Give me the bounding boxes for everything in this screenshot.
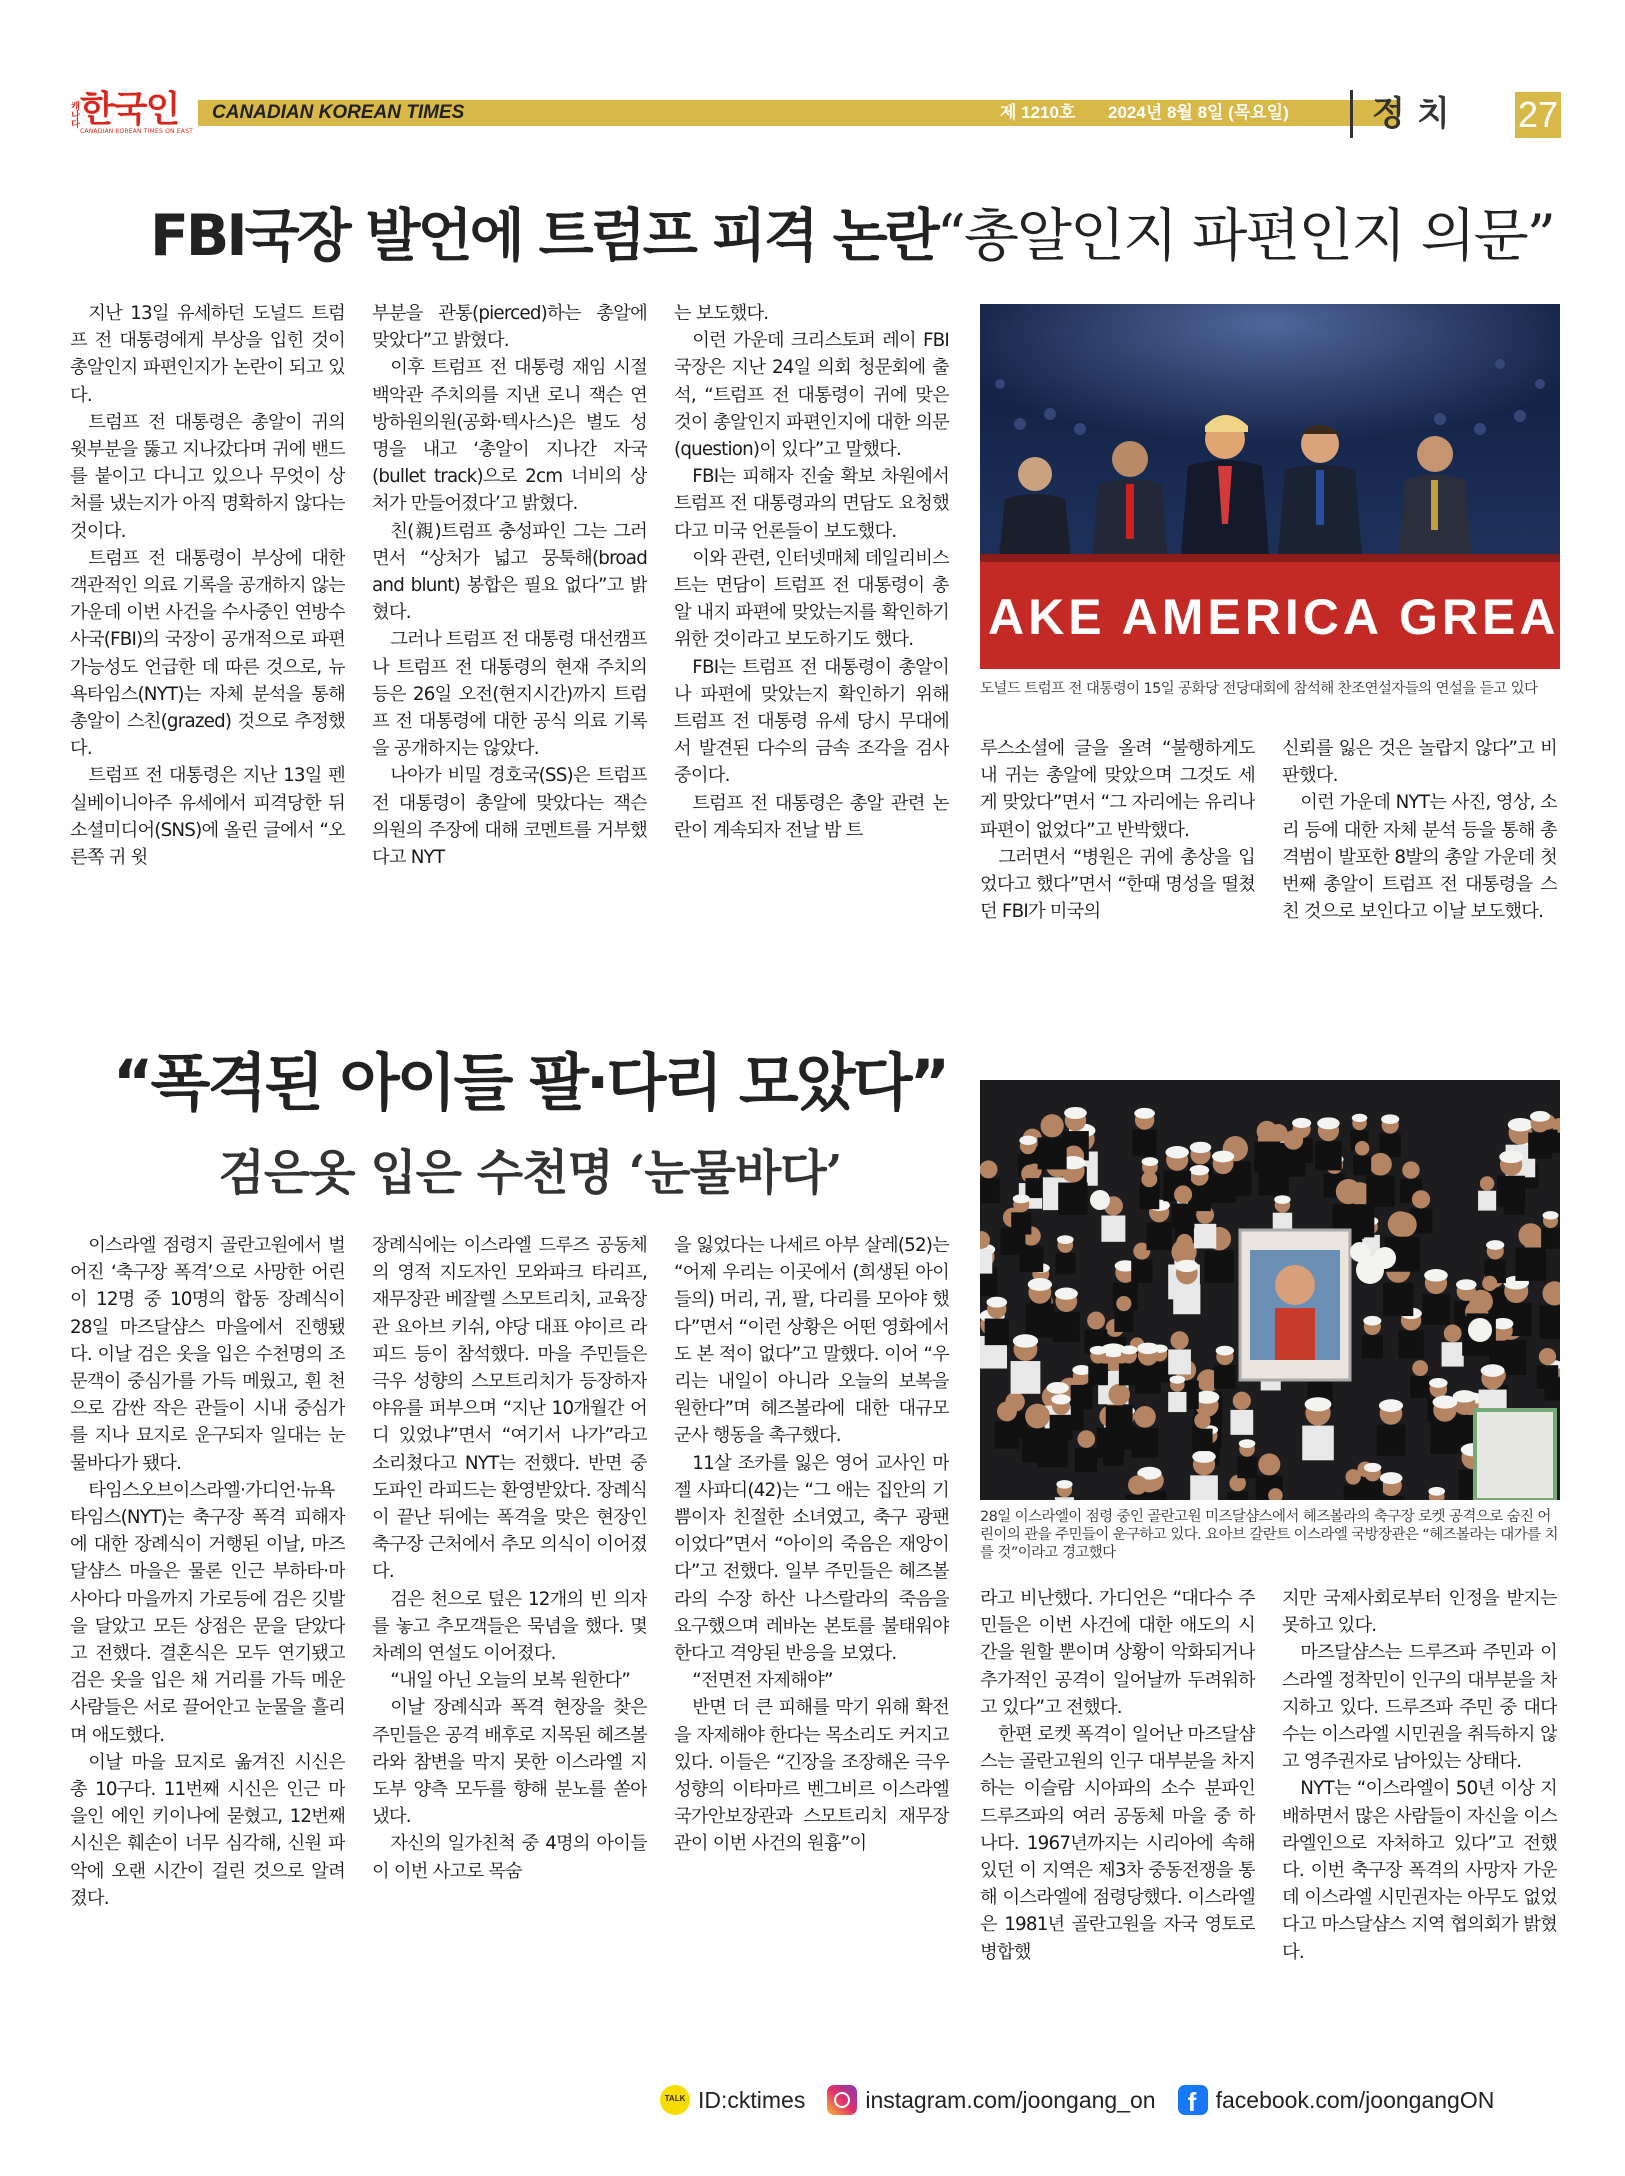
issue-date: 2024년 8월 8일 (목요일) bbox=[1108, 103, 1289, 122]
paragraph: 라고 비난했다. 가디언은 “대다수 주민들은 이번 사건에 대한 애도의 시간을 원할 뿐이며 상황이 악화되거나 추가적인 공격이 일어날까 두려워하고 있다”고 전했다. bbox=[980, 1588, 1255, 1718]
paragraph: 트럼프 전 대통령이 부상에 대한 객관적인 의료 기록을 공개하지 않는 가운데 이번 사건을 수사중인 연방수사국(FBI)의 국장이 공개적으로 파편 가능성도 언급한 데 따른 것으로, 뉴욕타임스(NYT)는 자체 분석을 통해 총알이 스친(grazed) 것으로 추정했다. bbox=[70, 547, 345, 760]
article2-photo bbox=[980, 1080, 1560, 1500]
article1-column-5 bbox=[1282, 735, 1557, 980]
paragraph: 지만 국제사회로부터 인정을 받지는 못하고 있다. bbox=[1282, 1588, 1557, 1637]
article2-subhead: 검은옷 입은 수천명 ‘눈물바다’ bbox=[218, 1145, 842, 1201]
paragraph: 이후 트럼프 전 대통령 재임 시절 백악관 주치의를 지낸 로니 잭슨 연방하원의원(공화·텍사스)은 별도 성명을 내고 ‘총알이 지나간 자국(bullet track)으로 2cm 너비의 상처가 만들어졌다’고 밝혔다. bbox=[372, 357, 647, 515]
masthead bbox=[69, 88, 952, 140]
paragraph: 타임스오브이스라엘·가디언·뉴욕타임스(NYT)는 축구장 폭격 피해자에 대한 장례식이 거행된 이날, 마즈달샴스 마을은 물론 인근 부하타·마사아다 마을까지 가로등에 검은 깃발을 달았고 모든 상점은 문을 닫았다고 전했다. 결혼식은 모두 연기됐고 검은 옷을 입은 채 거리를 가득 메운 사람들은 서로 끌어안고 눈물을 흘리며 애도했다. bbox=[70, 1479, 345, 1746]
paragraph: 트럼프 전 대통령은 지난 13일 펜실베이니아주 유세에서 피격당한 뒤 소셜미디어(SNS)에 올린 글에서 “오른쪽 귀 윗 bbox=[70, 765, 345, 869]
kakao-id: ID:cktimes bbox=[698, 2086, 806, 2113]
paragraph: FBI는 피해자 진술 확보 차원에서 트럼프 전 대통령과의 면담도 요청했다고 미국 언론들이 보도했다. bbox=[674, 466, 949, 542]
article1-headline-quote: “총알인지 파편인지 의문” bbox=[936, 203, 1554, 269]
logo-side-text: 캐나다 bbox=[69, 100, 80, 128]
paragraph: FBI는 트럼프 전 대통령이 총알이나 파편에 맞았는지 확인하기 위해 트럼프 전 대통령 유세 당시 무대에서 발견된 다수의 금속 조각을 검사 중이다. bbox=[674, 656, 949, 787]
logo-main-text: 한국인 bbox=[80, 89, 179, 130]
issue-number: 제 1210호 bbox=[1000, 103, 1076, 122]
paragraph: 마즈달샴스는 드루즈파 주민과 이스라엘 정착민이 인구의 대부분을 차지하고 있다. 드루즈파 주민 중 대다수는 이스라엘 시민권을 취득하지 않고 영주권자로 남아있는 상태다. bbox=[1282, 1642, 1557, 1773]
kakao-badge-text: TALK bbox=[664, 2094, 686, 2103]
article2-column-5 bbox=[1282, 1585, 1557, 2047]
paragraph: 친(親)트럼프 충성파인 그는 그러면서 “상처가 넓고 뭉툭해(broad and blunt) 봉합은 필요 없다”고 밝혔다. bbox=[372, 520, 647, 624]
article1-photo bbox=[980, 304, 1560, 669]
article1-headline bbox=[150, 196, 1554, 276]
funeral-photo-illustration bbox=[980, 1080, 1560, 1500]
paragraph: 이날 마을 묘지로 옮겨진 시신은 총 10구다. 11번째 시신은 인근 마을인 에인 키이나에 묻혔고, 12번째 시신은 훼손이 너무 심각해, 신원 파악에 오랜 시간이 걸린 것으로 알려졌다. bbox=[70, 1751, 345, 1909]
paragraph: “내일 아닌 오늘의 보복 원한다” bbox=[390, 1670, 630, 1692]
article2-photo-caption: 28일 이스라엘이 점령 중인 골란고원 미즈달샴스에서 헤즈볼라의 축구장 로켓 공격으로 숨진 어린이의 관을 주민들이 운구하고 있다. 요아브 갈란트 이스라엘 국방장관은 “헤즈볼라는 대가를 치를 것”이라고 경고했다 bbox=[980, 1509, 1558, 1561]
article2-column-3 bbox=[674, 1232, 949, 2047]
paragraph: 반면 더 큰 피해를 막기 위해 확전을 자제해야 한다는 목소리도 커지고 있다. 이들은 “긴장을 조장해온 극우 성향의 이타마르 벤그비르 이스라엘 국가안보장관과 스모트리치 재무장관이 이번 사건의 원흉”이 bbox=[674, 1697, 949, 1855]
article2-column-1 bbox=[70, 1232, 345, 2047]
article1-headline-main: FBI국장 발언에 트럼프 피격 논란 bbox=[150, 203, 937, 269]
paper-name: CANADIAN KOREAN TIMES bbox=[212, 102, 465, 123]
photo-banner-text: AKE AMERICA GREA bbox=[988, 589, 1560, 645]
article1-column-3 bbox=[674, 300, 949, 980]
paragraph: 11살 조카를 잃은 영어 교사인 마젤 사파디(42)는 “그 애는 집안의 기쁨이자 친절한 소녀였고, 축구 광팬이었다”면서 “아이의 죽음은 재앙이다”고 전했다. 일부 주민들은 헤즈볼라의 수장 하산 나스랄라의 죽음을 요구했으며 레바논 본토를 불태워야 한다고 격앙된 반응을 보였다. bbox=[674, 1452, 949, 1665]
paragraph: 그러면서 “병원은 귀에 총상을 입었다고 했다”면서 “한때 명성을 떨쳤던 FBI가 미국의 bbox=[980, 846, 1255, 923]
convention-photo-illustration bbox=[980, 304, 1560, 669]
paragraph: 는 보도했다. bbox=[674, 303, 769, 324]
header-divider bbox=[1350, 90, 1353, 138]
paragraph: 이날 장례식과 폭격 현장을 찾은 주민들은 공격 배후로 지목된 헤즈볼라와 참변을 막지 못한 이스라엘 지도부 양측 모두를 향해 분노를 쏟아냈다. bbox=[372, 1697, 647, 1828]
paragraph: 한편 로켓 폭격이 일어난 마즈달샴스는 골란고원의 인구 대부분을 차지하는 이슬람 시아파의 소수 분파인 드루즈파의 여러 공동체 마을 중 하나다. 1967년까지는 시리아에 속해 있던 이 지역은 제3차 중동전쟁을 통해 이스라엘에 점령당했다. 이스라엘은 1981년 골란고원을 자국 영토로 병합했 bbox=[980, 1724, 1255, 1963]
facebook-icon: f bbox=[1178, 2085, 1208, 2115]
kakao-talk-icon bbox=[660, 2085, 690, 2115]
paragraph: 을 잃었다는 나세르 아부 살레(52)는 “어제 우리는 이곳에서 (희생된 아이들의) 머리, 귀, 팔, 다리를 모아야 했다”면서 “이런 상황은 어떤 영화에서도 본 적이 없다”고 말했다. 이어 “우리는 내일이 아니라 오늘의 보복을 원한다”며 헤즈볼라에 대한 대규모 군사 행동을 촉구했다. bbox=[674, 1235, 949, 1447]
paragraph: 이런 가운데 크리스토퍼 레이 FBI 국장은 지난 24일 의회 청문회에 출석, “트럼프 전 대통령이 귀에 맞은 것이 총알인지 파편인지에 대한 의문(question)이 있다”고 말했다. bbox=[674, 330, 949, 461]
article2-column-4 bbox=[980, 1585, 1255, 2047]
paragraph: 검은 천으로 덮은 12개의 빈 의자를 놓고 추모객들은 묵념을 했다. 몇차례의 연설도 이어졌다. bbox=[372, 1588, 647, 1665]
paragraph: 이와 관련, 인터넷매체 데일리비스트는 면담이 트럼프 전 대통령이 총알 내지 파편에 맞았는지를 확인하기 위한 것이라고 보도하기도 했다. bbox=[674, 547, 949, 651]
article1-column-1 bbox=[70, 300, 345, 980]
page-number: 27 bbox=[1515, 92, 1561, 138]
paragraph: 나아가 비밀 경호국(SS)은 트럼프 전 대통령이 총알에 맞았다는 잭슨 의원의 주장에 대해 코멘트를 거부했다고 NYT bbox=[372, 765, 647, 869]
section-title: 정치 bbox=[1372, 94, 1462, 134]
article1-column-4 bbox=[980, 735, 1255, 980]
paragraph: NYT는 “이스라엘이 50년 이상 지배하면서 많은 사람들이 자신을 이스라엘인으로 자처하고 있다”고 전했다. 이번 축구장 폭격의 사망자 가운데 이스라엘 시민권자는 아무도 없었다고 마스달샴스 지역 협의회가 밝혔다. bbox=[1282, 1778, 1557, 1963]
kakao-link[interactable] bbox=[660, 2085, 805, 2115]
paragraph: 신뢰를 잃은 것은 놀랍지 않다”고 비판했다. bbox=[1282, 738, 1557, 787]
article1-photo-caption: 도널드 트럼프 전 대통령이 15일 공화당 전당대회에 참석해 찬조연설자들의 연설을 듣고 있다 bbox=[980, 681, 1538, 697]
paragraph: 트럼프 전 대통령은 총알 관련 논란이 계속되자 전날 밤 트 bbox=[674, 792, 949, 841]
instagram-url: instagram.com/joongang_on bbox=[865, 2086, 1156, 2113]
paragraph: 자신의 일가친척 중 4명의 아이들이 이번 사고로 목숨 bbox=[372, 1833, 647, 1882]
article2-column-2 bbox=[372, 1232, 647, 2047]
facebook-link[interactable] bbox=[1178, 2085, 1495, 2115]
footer-links bbox=[660, 2080, 1560, 2120]
paragraph: 루스소셜에 글을 올려 “불행하게도 내 귀는 총알에 맞았으며 그것도 세게 맞았다”면서 “그 자리에는 유리나 파편이 없었다”고 반박했다. bbox=[980, 738, 1255, 841]
instagram-link[interactable] bbox=[827, 2085, 1155, 2115]
paragraph: 장례식에는 이스라엘 드루즈 공동체의 영적 지도자인 모와파크 타리프, 재무장관 베잘렐 스모트리치, 교육장관 요아브 키쉬, 야당 대표 야이르 라피드 등이 참석했다. 마을 주민들은 극우 성향의 스모트리치가 등장하자 야유를 퍼부으며 “지난 10개월간 어디 있었냐”면서 “여기서 나가”라고 소리쳤다고 NYT는 전했다. 반면 중도파인 라피드는 환영받았다. 장례식이 끝난 뒤에는 폭격을 맞은 현장인 축구장 근처에서 추모 의식이 이어졌다. bbox=[372, 1235, 647, 1583]
paragraph: 부분을 관통(pierced)하는 총알에 맞았다”고 밝혔다. bbox=[372, 303, 647, 352]
instagram-icon bbox=[827, 2085, 857, 2115]
logo-sub-text: CANADIAN KOREAN TIMES ON EAST bbox=[80, 128, 193, 135]
paragraph: 이스라엘 점령지 골란고원에서 벌어진 ‘축구장 폭격’으로 사망한 어린이 12명 중 10명의 합동 장례식이 28일 마즈달샴스 마을에서 진행됐다. 이날 검은 옷을 입은 수천명의 조문객이 중심가를 가득 메웠고, 흰 천으로 감싼 작은 관들이 시내 중심가를 지나 묘지로 운구되자 일대는 눈물바다가 됐다. bbox=[70, 1235, 345, 1474]
paragraph: 트럼프 전 대통령은 총알이 귀의 윗부분을 뚫고 지나갔다며 귀에 밴드를 붙이고 다니고 있으나 무엇이 상처를 냈는지가 아직 명확하지 않다는 것이다. bbox=[70, 411, 345, 542]
logo bbox=[69, 89, 193, 139]
facebook-url: facebook.com/joongangON bbox=[1215, 2086, 1495, 2113]
paragraph: 지난 13일 유세하던 도널드 트럼프 전 대통령에게 부상을 입힌 것이 총알인지 파편인지가 논란이 되고 있다. bbox=[70, 303, 345, 406]
paragraph: “전면전 자제해야” bbox=[692, 1670, 833, 1692]
article1-column-2 bbox=[372, 300, 647, 980]
article2-headline: “폭격된 아이들 팔·다리 모았다” bbox=[112, 1046, 948, 1119]
paragraph: 이런 가운데 NYT는 사진, 영상, 소리 등에 대한 자체 분석 등을 통해 총격범이 발포한 8발의 총알 가운데 첫 번째 총알이 트럼프 전 대통령을 스친 것으로 보인다고 이날 보도했다. bbox=[1282, 792, 1557, 923]
paragraph: 그러나 트럼프 전 대통령 대선캠프나 트럼프 전 대통령의 현재 주치의 등은 26일 오전(현지시간)까지 트럼프 전 대통령에 대한 공식 의료 기록을 공개하지는 않았다. bbox=[372, 629, 647, 760]
